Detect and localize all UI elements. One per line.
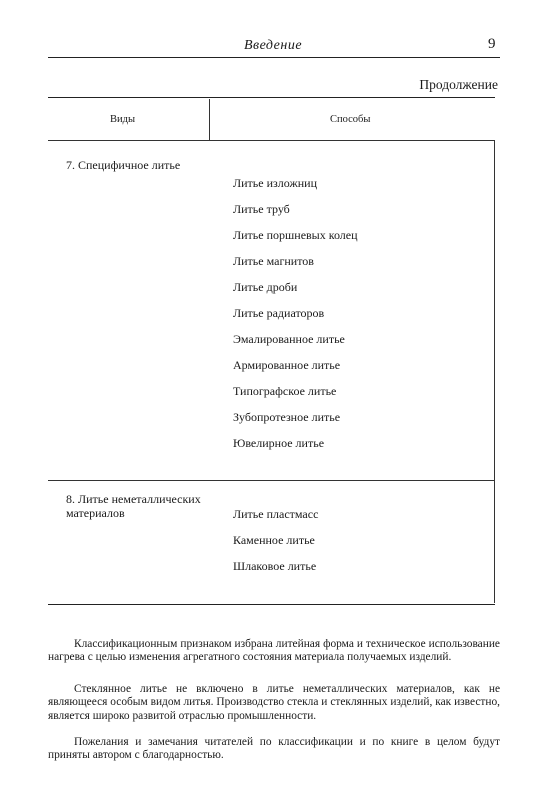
group-divider [48,480,495,481]
method-item: Зубопротезное литье [233,410,341,424]
table-continuation-label: Продолжение [419,77,498,92]
method-item: Литье изложниц [233,176,318,190]
method-item: Шлаковое литье [233,559,317,573]
method-item: Литье дроби [233,280,298,294]
paragraph-glass-casting: Стеклянное литье не включено в литье неметаллических материалов, как не являющееся особым видом литья. Производство стекла и стеклянных изделий, как известно, является широко развитой отраслью промышленности. [48,683,500,722]
method-item: Ювелирное литье [233,436,325,450]
method-item: Армированное литье [233,358,341,372]
header-rule [48,57,500,58]
table-right-border [494,141,495,603]
column-header-methods: Способы [330,114,371,125]
header-row-rule [48,140,495,141]
method-item: Эмалированное литье [233,332,345,346]
column-header-kinds: Виды [110,114,136,125]
method-item: Литье поршневых колец [233,228,358,242]
group-label-specific-casting: 7. Специфичное литье [66,158,181,172]
running-header-title: Введение [243,38,303,53]
table-frame [48,97,495,605]
group-label-nonmetallic-casting: 8. Литье неметаллических материалов [66,492,201,520]
method-item: Литье пластмасс [233,507,319,521]
page-number: 9 [488,36,496,52]
method-item: Каменное литье [233,533,315,547]
method-item: Литье магнитов [233,254,314,268]
paragraph-classification-criterion: Классификационным признаком избрана литейная форма и техническое использование нагрева с целью изменения агрегатного состояния материала получаемых изделий. [48,638,500,664]
method-item: Литье труб [233,202,290,216]
paragraph-feedback: Пожелания и замечания читателей по классификации и по книге в целом будут приняты автором с благодарностью. [48,736,500,762]
column-divider [209,99,210,140]
method-item: Литье радиаторов [233,306,325,320]
method-item: Типографское литье [233,384,337,398]
